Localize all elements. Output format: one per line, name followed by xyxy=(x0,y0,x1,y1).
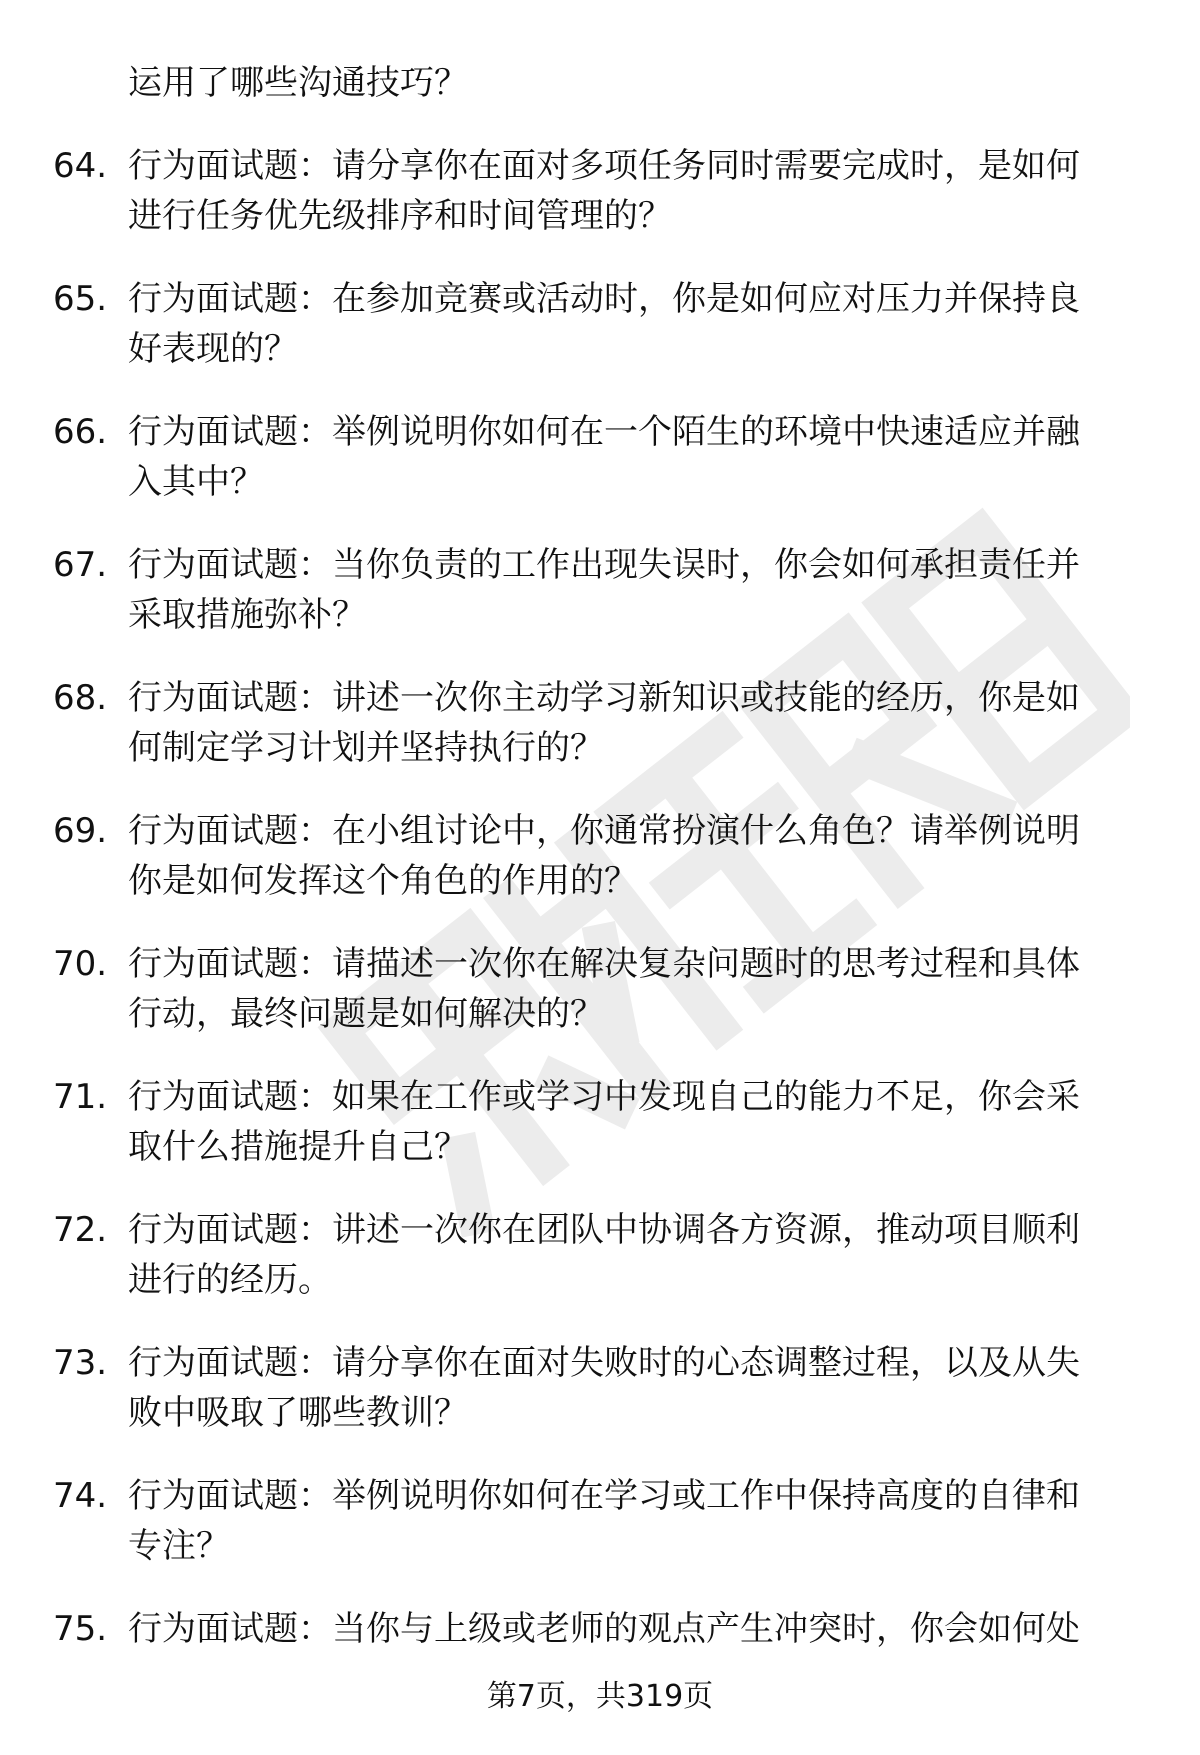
item-line: 行为面试题：举例说明你如何在学习或工作中保持高度的自律和 xyxy=(128,1476,1080,1516)
item-line: 行为面试题：请描述一次你在解决复杂问题时的思考过程和具体 xyxy=(128,944,1080,984)
item-line: 行为面试题：举例说明你如何在一个陌生的环境中快速适应并融 xyxy=(128,412,1080,452)
item-line: 进行任务优先级排序和时间管理的？ xyxy=(128,196,672,236)
list-item xyxy=(53,939,1143,1039)
item-number: 65. xyxy=(53,279,108,319)
item-number: 75. xyxy=(53,1609,108,1649)
item-number: 69. xyxy=(53,811,108,851)
item-line: 行为面试题：请分享你在面对多项任务同时需要完成时，是如何 xyxy=(128,146,1080,186)
list-item xyxy=(53,141,1143,241)
list-item xyxy=(53,274,1143,374)
item-line: 你是如何发挥这个角色的作用的？ xyxy=(128,861,638,901)
list-item xyxy=(53,1205,1143,1305)
item-line: 行为面试题：请分享你在面对失败时的心态调整过程，以及从失 xyxy=(128,1343,1080,1383)
list-item xyxy=(53,806,1143,906)
item-line: 行为面试题：在参加竞赛或活动时，你是如何应对压力并保持良 xyxy=(128,279,1080,319)
list-item xyxy=(53,673,1143,773)
item-number: 74. xyxy=(53,1476,108,1516)
item-text xyxy=(128,1205,1143,1305)
item-number: 70. xyxy=(53,944,108,984)
item-line: 行为面试题：在小组讨论中，你通常扮演什么角色？请举例说明 xyxy=(128,811,1080,851)
item-number: 67. xyxy=(53,545,108,585)
item-text xyxy=(128,1072,1143,1172)
list-item xyxy=(53,1604,1143,1654)
item-number: 64. xyxy=(53,146,108,186)
item-line: 入其中？ xyxy=(128,462,264,502)
item-line: 行动，最终问题是如何解决的？ xyxy=(128,994,604,1034)
list-item xyxy=(53,1072,1143,1172)
item-line: 进行的经历。 xyxy=(128,1260,332,1300)
list-item xyxy=(53,540,1143,640)
item-line: 行为面试题：当你与上级或老师的观点产生冲突时，你会如何处 xyxy=(128,1609,1080,1649)
item-number: 66. xyxy=(53,412,108,452)
item-text xyxy=(128,274,1143,374)
list-item xyxy=(53,1338,1143,1438)
continuation-line: 运用了哪些沟通技巧？ xyxy=(128,63,468,103)
item-number: 71. xyxy=(53,1077,108,1117)
item-line: 行为面试题：当你负责的工作出现失误时，你会如何承担责任并 xyxy=(128,545,1080,585)
list-item xyxy=(53,1471,1143,1571)
item-text xyxy=(128,1471,1143,1571)
question-list xyxy=(53,58,1143,1687)
item-line: 败中吸取了哪些教训？ xyxy=(128,1393,468,1433)
item-line: 专注？ xyxy=(128,1526,230,1566)
item-text xyxy=(128,1604,1143,1654)
item-text xyxy=(128,540,1143,640)
item-line: 好表现的？ xyxy=(128,329,298,369)
item-text xyxy=(128,141,1143,241)
item-line: 行为面试题：讲述一次你在团队中协调各方资源，推动项目顺利 xyxy=(128,1210,1080,1250)
item-line: 行为面试题：如果在工作或学习中发现自己的能力不足，你会采 xyxy=(128,1077,1080,1117)
item-line: 何制定学习计划并坚持执行的？ xyxy=(128,728,604,768)
item-line: 采取措施弥补？ xyxy=(128,595,366,635)
item-text xyxy=(128,407,1143,507)
item-text xyxy=(128,939,1143,1039)
item-text xyxy=(128,1338,1143,1438)
item-text xyxy=(128,673,1143,773)
item-line: 取什么措施提升自己？ xyxy=(128,1127,468,1167)
item-line: 行为面试题：讲述一次你主动学习新知识或技能的经历，你是如 xyxy=(128,678,1080,718)
item-text xyxy=(128,806,1143,906)
list-item xyxy=(53,407,1143,507)
item-number: 73. xyxy=(53,1343,108,1383)
item-number: 68. xyxy=(53,678,108,718)
item-number: 72. xyxy=(53,1210,108,1250)
page-footer: 第7页，共319页 xyxy=(486,1679,714,1714)
